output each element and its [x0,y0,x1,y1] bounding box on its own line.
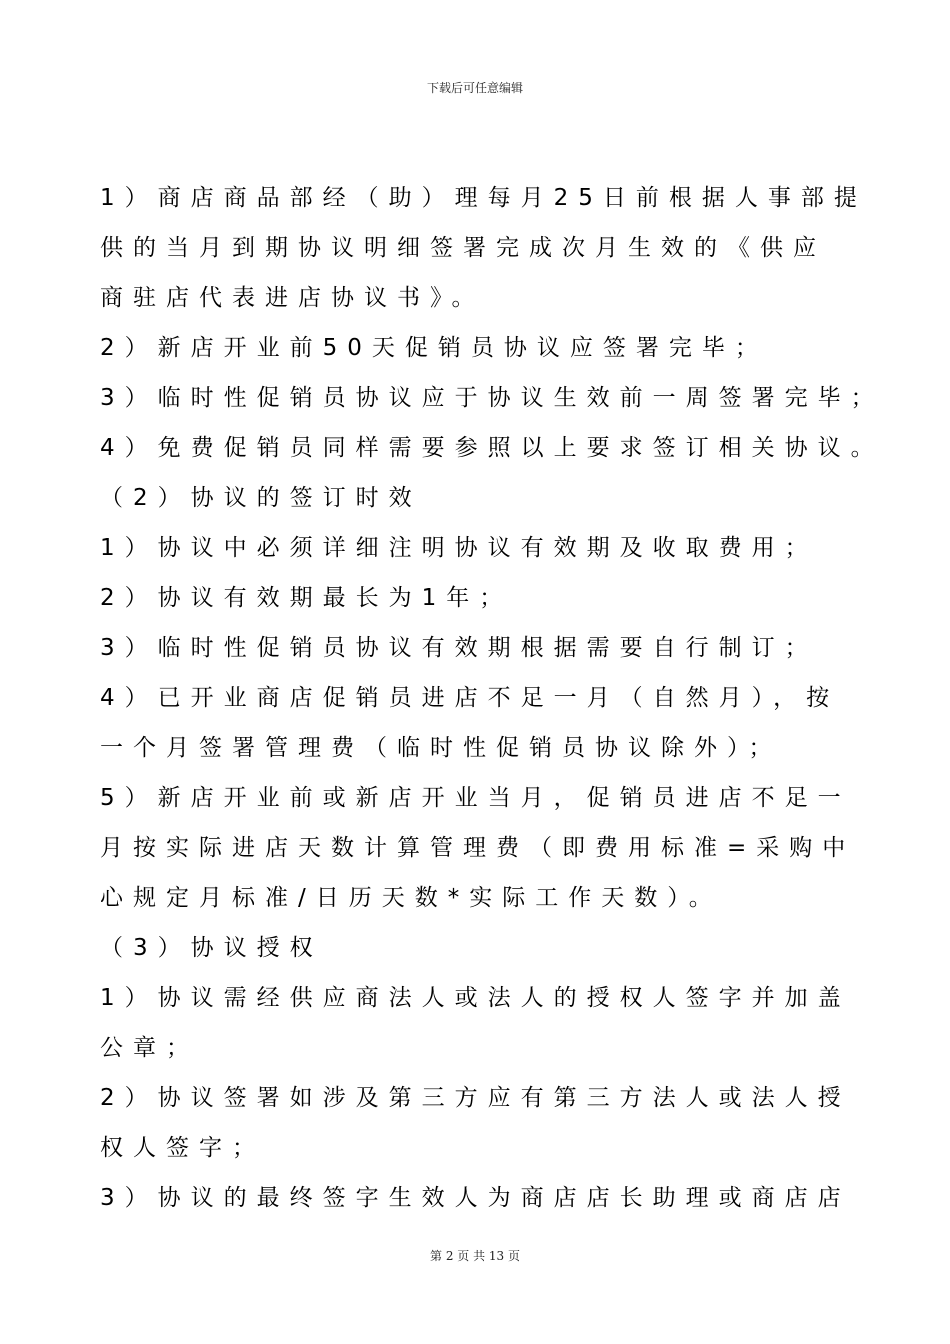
text-line: 1）商店商品部经（助）理每月25日前根据人事部提 [100,185,867,211]
text-line: 4）免费促销员同样需要参照以上要求签订相关协议。 [100,435,884,461]
text-line: 一个月签署管理费（临时性促销员协议除外）； [100,735,782,761]
text-line: 2）新店开业前50天促销员协议应签署完毕； [100,335,768,361]
text-line: 供的当月到期协议明细签署完成次月生效的《供应 [100,235,826,261]
text-line: 权人签字； [100,1135,265,1161]
text-line: 1）协议中必须详细注明协议有效期及收取费用； [100,535,818,561]
text-line: 3）协议的最终签字生效人为商店店长助理或商店店 [100,1185,851,1211]
text-line: 公章； [100,1035,199,1061]
text-line: 3）临时性促销员协议有效期根据需要自行制订； [100,635,818,661]
text-line: 2）协议有效期最长为1年； [100,585,513,611]
text-line: 4）已开业商店促销员进店不足一月（自然月），按 [100,685,840,711]
text-line: 月按实际进店天数计算管理费（即费用标准=采购中 [100,835,856,861]
text-line: 2）协议签署如涉及第三方应有第三方法人或法人授 [100,1085,851,1111]
text-line: 心规定月标准/日历天数*实际工作天数）。 [100,885,722,911]
page-header: 下载后可任意编辑 [426,81,523,95]
text-line: 1）协议需经供应商法人或法人的授权人签字并加盖 [100,985,851,1011]
section-heading: （2）协议的签订时效 [100,485,422,511]
text-line: 3）临时性促销员协议应于协议生效前一周签署完毕； [100,385,884,411]
text-line: 商驻店代表进店协议书》。 [100,285,485,311]
section-heading: （3）协议授权 [100,935,323,961]
page-footer: 第 2 页 共 13 页 [430,1249,520,1263]
document-body [100,176,884,1226]
text-line: 5）新店开业前或新店开业当月，促销员进店不足一 [100,785,851,811]
